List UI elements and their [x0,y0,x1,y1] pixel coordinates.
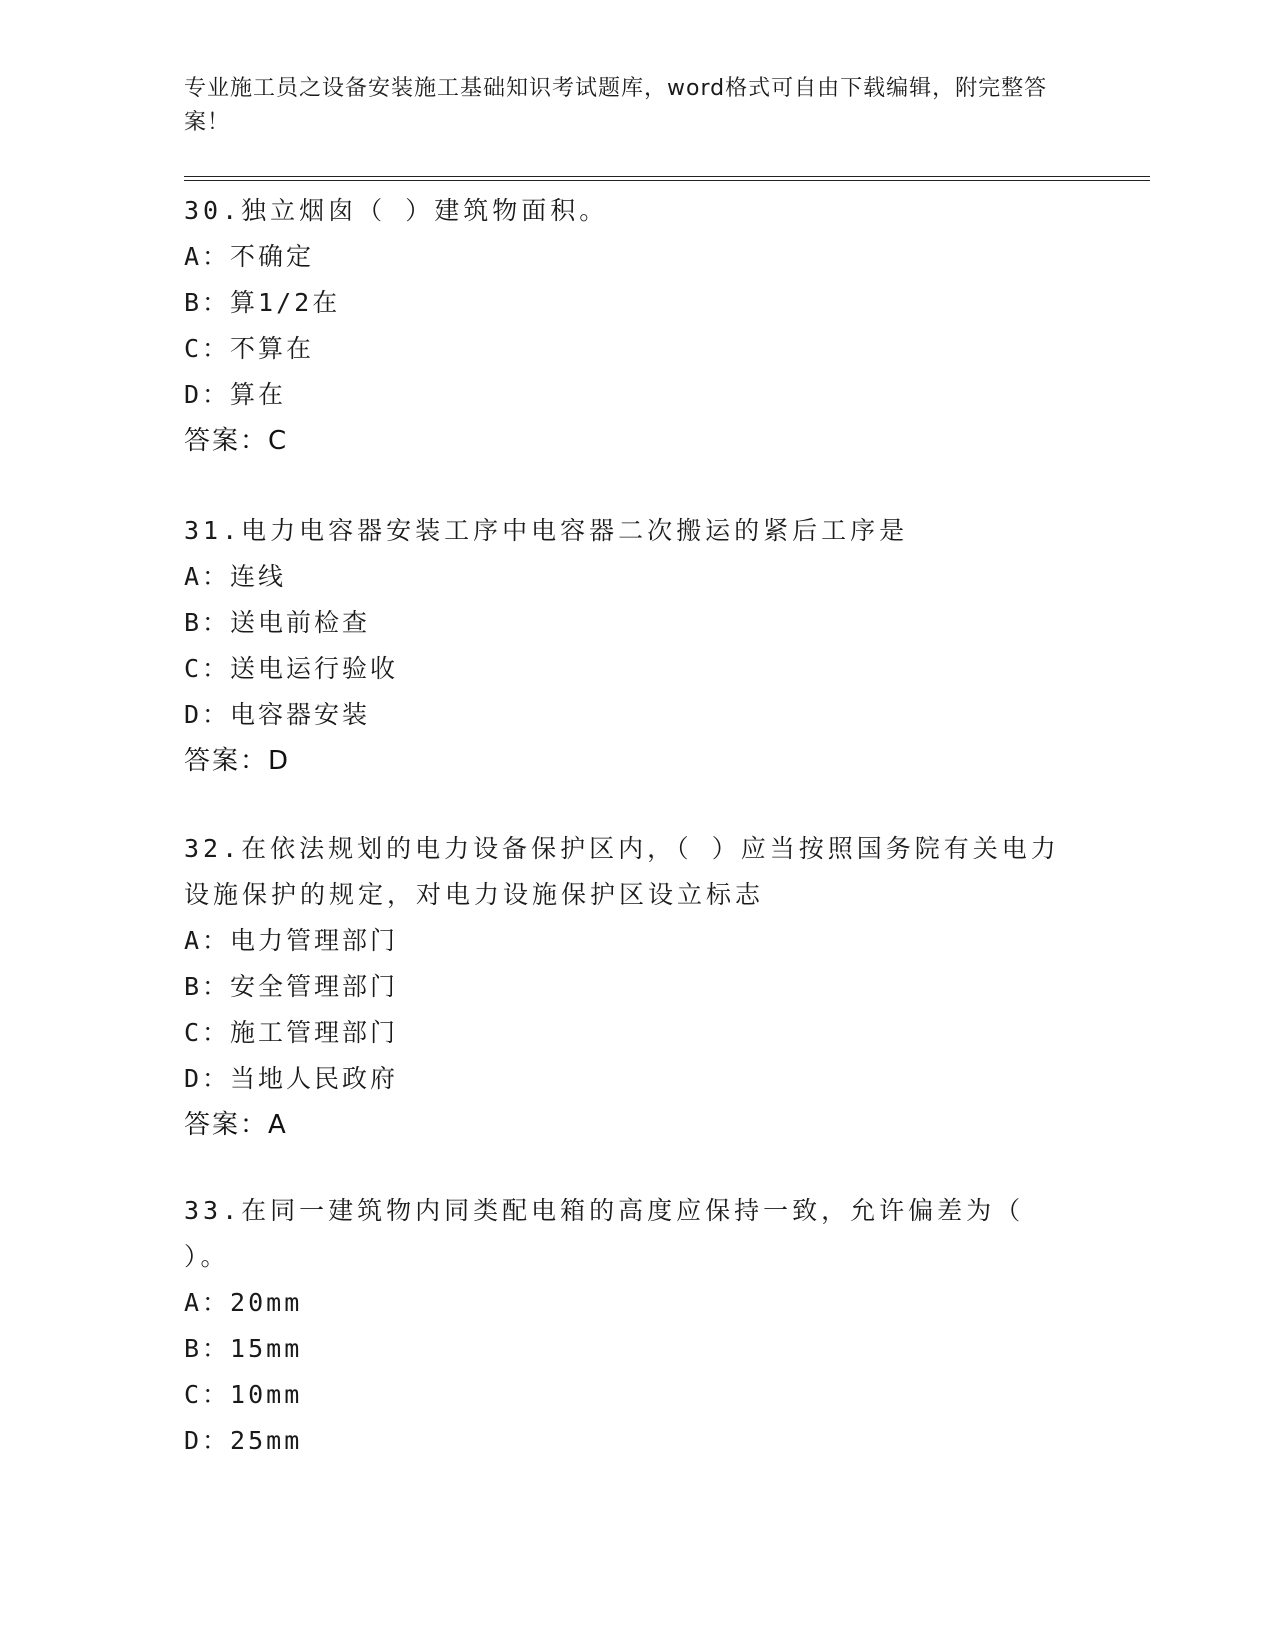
option-a: A：不确定 [184,242,315,271]
answer: 答案：A [184,1110,288,1140]
question-stem: 31.电力电容器安装工序中电容器二次搬运的紧后工序是 [184,516,909,545]
document-header: 专业施工员之设备安装施工基础知识考试题库，word格式可自由下载编辑，附完整答案！ [184,76,1048,135]
header-divider [184,176,1150,181]
answer: 答案：C [184,426,289,456]
option-c: C：施工管理部门 [184,1018,399,1047]
option-d: D：25mm [184,1426,303,1455]
option-c: C：10mm [184,1380,303,1409]
option-b: B：安全管理部门 [184,972,399,1001]
question-33 [184,1188,1084,1464]
question-stem: 33.在同一建筑物内同类配电箱的高度应保持一致，允许偏差为（ ）。 [184,1196,1025,1271]
question-stem: 30.独立烟囱（ ）建筑物面积。 [184,196,609,225]
option-d: D：算在 [184,380,287,409]
question-30 [184,188,1084,464]
option-b: B：算1/2在 [184,288,341,317]
option-c: C：不算在 [184,334,315,363]
option-b: B：15mm [184,1334,303,1363]
option-a: A：电力管理部门 [184,926,399,955]
answer: 答案：D [184,746,291,776]
question-31 [184,508,1084,784]
option-d: D：电容器安装 [184,700,371,729]
question-32 [184,826,1084,1148]
option-c: C：送电运行验收 [184,654,399,683]
option-d: D：当地人民政府 [184,1064,399,1093]
question-stem: 32.在依法规划的电力设备保护区内，（ ）应当按照国务院有关电力设施保护的规定，对电力设施保护区设立标志 [184,834,1060,909]
option-a: A：20mm [184,1288,303,1317]
option-a: A：连线 [184,562,287,591]
option-b: B：送电前检查 [184,608,371,637]
